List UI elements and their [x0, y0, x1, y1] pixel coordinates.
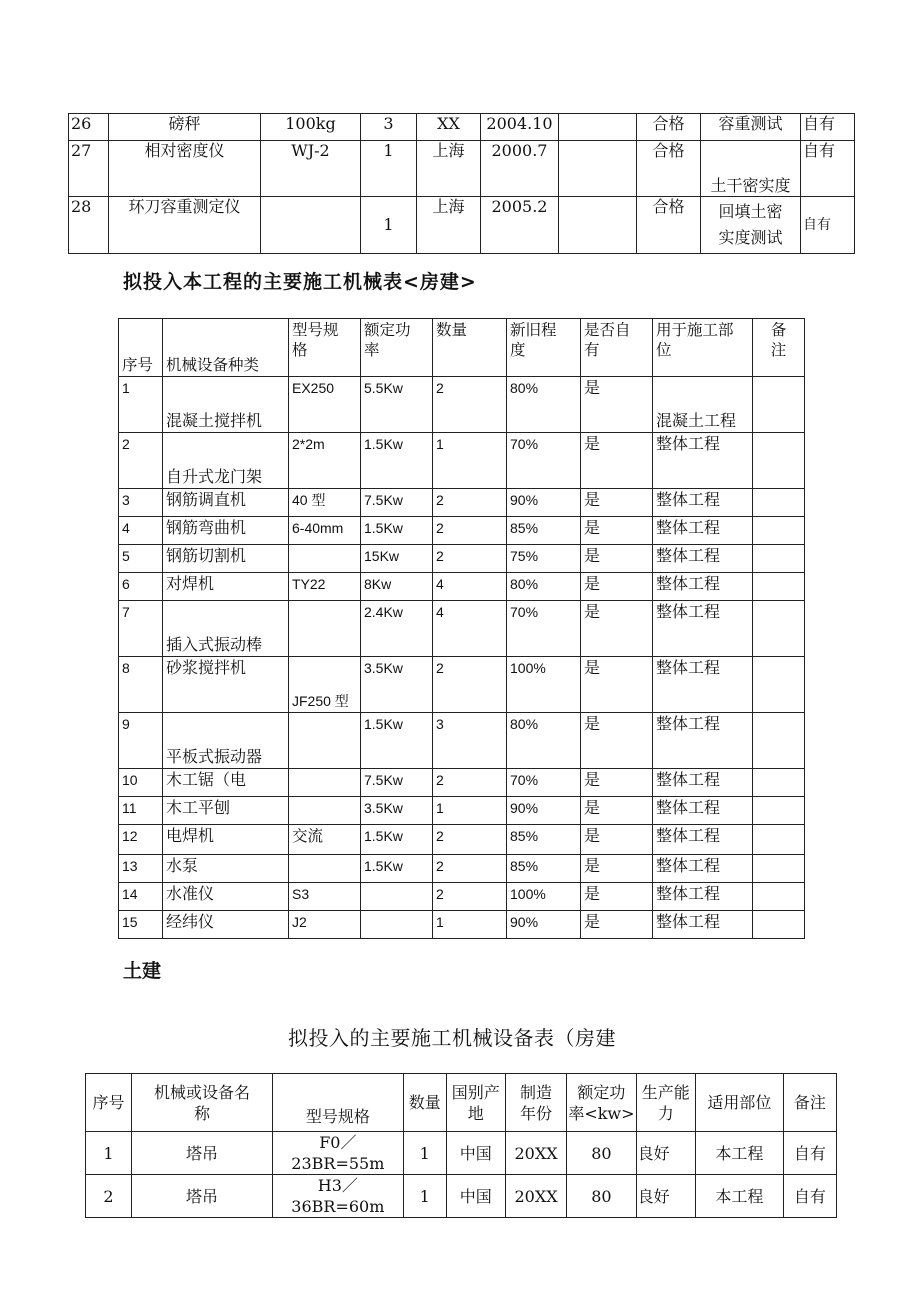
quantity: 4 [433, 601, 507, 657]
origin: 上海 [417, 197, 481, 254]
note [753, 489, 805, 517]
year: 20XX [505, 1175, 566, 1218]
equipment-name: 砂浆搅拌机 [163, 657, 289, 713]
model: F0／23BR=55m [272, 1132, 403, 1175]
model: EX250 [289, 377, 361, 433]
quantity: 4 [433, 573, 507, 601]
model [289, 601, 361, 657]
equipment-name: 电焊机 [163, 825, 289, 855]
power: 5.5Kw [361, 377, 433, 433]
header-year: 制造 年份 [505, 1074, 566, 1132]
equipment-name: 平板式振动器 [163, 713, 289, 769]
row-number: 11 [119, 797, 163, 825]
equipment-name: 插入式振动棒 [163, 601, 289, 657]
table-row [119, 883, 805, 911]
quantity: 2 [433, 489, 507, 517]
note [753, 545, 805, 573]
row-number: 2 [86, 1175, 132, 1218]
status: 合格 [637, 141, 701, 197]
table-row [119, 545, 805, 573]
usage: 土干密实度 [701, 141, 801, 197]
quantity: 1 [361, 197, 417, 254]
table-row [119, 377, 805, 433]
model [289, 797, 361, 825]
table-row [86, 1132, 837, 1175]
power: 2.4Kw [361, 601, 433, 657]
model: H3／36BR=60m [272, 1175, 403, 1218]
header-no: 序号 [119, 319, 163, 377]
condition: 70% [507, 769, 581, 797]
equipment-table [85, 1073, 837, 1218]
header-capacity: 生产能 力 [636, 1074, 695, 1132]
row-number: 6 [119, 573, 163, 601]
blank-cell [559, 114, 637, 141]
model: 2*2m [289, 433, 361, 489]
model [289, 545, 361, 573]
equipment-name: 磅秤 [109, 114, 261, 141]
status: 合格 [637, 114, 701, 141]
usage-line: 实度测试 [718, 228, 783, 247]
row-number: 27 [69, 141, 109, 197]
usage: 整体工程 [653, 601, 753, 657]
note [753, 377, 805, 433]
owned: 是 [581, 825, 653, 855]
usage: 整体工程 [653, 769, 753, 797]
row-number: 2 [119, 433, 163, 489]
table-row [119, 657, 805, 713]
header-usage: 用于施工部 位 [653, 319, 753, 377]
usage: 整体工程 [653, 911, 753, 939]
owned: 是 [581, 545, 653, 573]
condition: 80% [507, 713, 581, 769]
equipment-name: 钢筋切割机 [163, 545, 289, 573]
usage: 整体工程 [653, 855, 753, 883]
owned: 是 [581, 517, 653, 545]
note [753, 797, 805, 825]
header-usage: 适用部位 [695, 1074, 783, 1132]
table-body [119, 377, 805, 939]
quantity: 3 [433, 713, 507, 769]
condition: 70% [507, 433, 581, 489]
owned: 是 [581, 433, 653, 489]
header-name: 机械设备种类 [163, 319, 289, 377]
row-number: 4 [119, 517, 163, 545]
usage: 整体工程 [653, 573, 753, 601]
equipment-name: 经纬仪 [163, 911, 289, 939]
quantity: 1 [433, 797, 507, 825]
note: 自有 [783, 1175, 836, 1218]
row-number: 13 [119, 855, 163, 883]
blank-cell [559, 197, 637, 254]
table-title-equipment: 拟投入的主要施工机械设备表（房建 [288, 1026, 616, 1050]
quantity: 1 [403, 1132, 446, 1175]
model: TY22 [289, 573, 361, 601]
table-row [119, 797, 805, 825]
row-number: 1 [119, 377, 163, 433]
row-number: 9 [119, 713, 163, 769]
model: 交流 [289, 825, 361, 855]
quantity: 2 [433, 855, 507, 883]
note [753, 855, 805, 883]
quantity: 2 [433, 657, 507, 713]
equipment-name: 钢筋调直机 [163, 489, 289, 517]
condition: 75% [507, 545, 581, 573]
model [289, 769, 361, 797]
condition: 85% [507, 855, 581, 883]
equipment-name: 水泵 [163, 855, 289, 883]
status: 合格 [637, 197, 701, 254]
model: 100kg [261, 114, 361, 141]
header-model: 型号规 格 [289, 319, 361, 377]
table-row [86, 1175, 837, 1218]
equipment-name: 环刀容重测定仪 [109, 197, 261, 254]
row-number: 7 [119, 601, 163, 657]
power: 3.5Kw [361, 797, 433, 825]
country: 中国 [446, 1175, 505, 1218]
origin: 上海 [417, 141, 481, 197]
header-note: 备 注 [753, 319, 805, 377]
quantity: 3 [361, 114, 417, 141]
capacity: 良好 [636, 1132, 695, 1175]
equipment-name: 自升式龙门架 [163, 433, 289, 489]
equipment-name: 水准仪 [163, 883, 289, 911]
equipment-name: 木工平刨 [163, 797, 289, 825]
equipment-table-continued [68, 113, 855, 254]
condition: 80% [507, 573, 581, 601]
row-number: 3 [119, 489, 163, 517]
table-row [119, 573, 805, 601]
row-number: 10 [119, 769, 163, 797]
equipment-name: 钢筋弯曲机 [163, 517, 289, 545]
table-row [119, 489, 805, 517]
owned: 是 [581, 797, 653, 825]
equipment-name: 塔吊 [131, 1175, 272, 1218]
power: 7.5Kw [361, 489, 433, 517]
note [753, 573, 805, 601]
equipment-name: 相对密度仪 [109, 141, 261, 197]
note [753, 769, 805, 797]
equipment-name: 塔吊 [131, 1132, 272, 1175]
blank-cell [559, 141, 637, 197]
owned: 是 [581, 713, 653, 769]
power: 3.5Kw [361, 657, 433, 713]
condition: 90% [507, 797, 581, 825]
quantity: 1 [361, 141, 417, 197]
power: 1.5Kw [361, 855, 433, 883]
usage: 容重测试 [701, 114, 801, 141]
usage: 混凝土工程 [653, 377, 753, 433]
condition: 90% [507, 911, 581, 939]
power [361, 883, 433, 911]
header-qty: 数量 [433, 319, 507, 377]
equipment-name: 木工锯（电 [163, 769, 289, 797]
model: J2 [289, 911, 361, 939]
header-power: 额定功 率<kw> [567, 1074, 636, 1132]
model: 6-40mm [289, 517, 361, 545]
table-row [119, 517, 805, 545]
condition: 100% [507, 657, 581, 713]
owned: 是 [581, 911, 653, 939]
ownership: 自有 [801, 114, 855, 141]
quantity: 1 [433, 911, 507, 939]
condition: 70% [507, 601, 581, 657]
header-note: 备注 [783, 1074, 836, 1132]
row-number: 26 [69, 114, 109, 141]
header-owned: 是否自 有 [581, 319, 653, 377]
header-qty: 数量 [403, 1074, 446, 1132]
power: 80 [567, 1132, 636, 1175]
table-row [119, 911, 805, 939]
model: S3 [289, 883, 361, 911]
condition: 85% [507, 825, 581, 855]
usage: 整体工程 [653, 433, 753, 489]
condition: 100% [507, 883, 581, 911]
row-number: 5 [119, 545, 163, 573]
power: 1.5Kw [361, 433, 433, 489]
usage: 整体工程 [653, 713, 753, 769]
quantity: 2 [433, 545, 507, 573]
power [361, 911, 433, 939]
main-machinery-table [118, 318, 805, 939]
row-number: 1 [86, 1132, 132, 1175]
usage: 整体工程 [653, 657, 753, 713]
quantity: 1 [433, 433, 507, 489]
table-row [119, 601, 805, 657]
power: 1.5Kw [361, 713, 433, 769]
owned: 是 [581, 769, 653, 797]
usage: 本工程 [695, 1132, 783, 1175]
note [753, 601, 805, 657]
row-number: 12 [119, 825, 163, 855]
owned: 是 [581, 657, 653, 713]
table-row [119, 713, 805, 769]
table-row [69, 197, 855, 254]
table-row [69, 114, 855, 141]
usage: 整体工程 [653, 517, 753, 545]
header-country: 国别产 地 [446, 1074, 505, 1132]
section-heading-civil: 土建 [123, 960, 162, 982]
quantity: 2 [433, 377, 507, 433]
header-condition: 新旧程 度 [507, 319, 581, 377]
table-header-row [86, 1074, 837, 1132]
year: 2004.10 [481, 114, 559, 141]
usage: 整体工程 [653, 825, 753, 855]
usage: 本工程 [695, 1175, 783, 1218]
power: 7.5Kw [361, 769, 433, 797]
usage: 整体工程 [653, 883, 753, 911]
note [753, 883, 805, 911]
note [753, 825, 805, 855]
quantity: 2 [433, 825, 507, 855]
quantity: 1 [403, 1175, 446, 1218]
year: 2000.7 [481, 141, 559, 197]
ownership: 自有 [801, 141, 855, 197]
origin: XX [417, 114, 481, 141]
power: 1.5Kw [361, 825, 433, 855]
header-name: 机械或设备名 称 [131, 1074, 272, 1132]
row-number: 28 [69, 197, 109, 254]
owned: 是 [581, 855, 653, 883]
power: 15Kw [361, 545, 433, 573]
owned: 是 [581, 377, 653, 433]
note [753, 433, 805, 489]
owned: 是 [581, 883, 653, 911]
owned: 是 [581, 601, 653, 657]
capacity: 良好 [636, 1175, 695, 1218]
note [753, 657, 805, 713]
note [753, 517, 805, 545]
row-number: 15 [119, 911, 163, 939]
usage [701, 197, 801, 254]
year: 20XX [505, 1132, 566, 1175]
table-row [119, 433, 805, 489]
table-row [119, 855, 805, 883]
quantity: 2 [433, 769, 507, 797]
condition: 90% [507, 489, 581, 517]
owned: 是 [581, 489, 653, 517]
model: JF250 型 [289, 657, 361, 713]
row-number: 8 [119, 657, 163, 713]
year: 2005.2 [481, 197, 559, 254]
table-row [69, 141, 855, 197]
quantity: 2 [433, 517, 507, 545]
table-header-row [119, 319, 805, 377]
usage-line: 回填土密 [718, 202, 783, 221]
power: 80 [567, 1175, 636, 1218]
model: 40 型 [289, 489, 361, 517]
owned: 是 [581, 573, 653, 601]
row-number: 14 [119, 883, 163, 911]
model [289, 713, 361, 769]
usage: 整体工程 [653, 545, 753, 573]
power: 1.5Kw [361, 517, 433, 545]
model: WJ-2 [261, 141, 361, 197]
condition: 85% [507, 517, 581, 545]
note [753, 911, 805, 939]
header-model: 型号规格 [272, 1074, 403, 1132]
section-heading-main-machinery: 拟投入本工程的主要施工机械表<房建> [123, 271, 477, 293]
table-row [119, 769, 805, 797]
ownership: 自有 [801, 197, 855, 254]
note [753, 713, 805, 769]
header-no: 序号 [86, 1074, 132, 1132]
power: 8Kw [361, 573, 433, 601]
country: 中国 [446, 1132, 505, 1175]
equipment-name: 混凝土搅拌机 [163, 377, 289, 433]
note: 自有 [783, 1132, 836, 1175]
model [261, 197, 361, 254]
usage: 整体工程 [653, 489, 753, 517]
table-row [119, 825, 805, 855]
model [289, 855, 361, 883]
quantity: 2 [433, 883, 507, 911]
condition: 80% [507, 377, 581, 433]
usage: 整体工程 [653, 797, 753, 825]
equipment-name: 对焊机 [163, 573, 289, 601]
header-power: 额定功 率 [361, 319, 433, 377]
